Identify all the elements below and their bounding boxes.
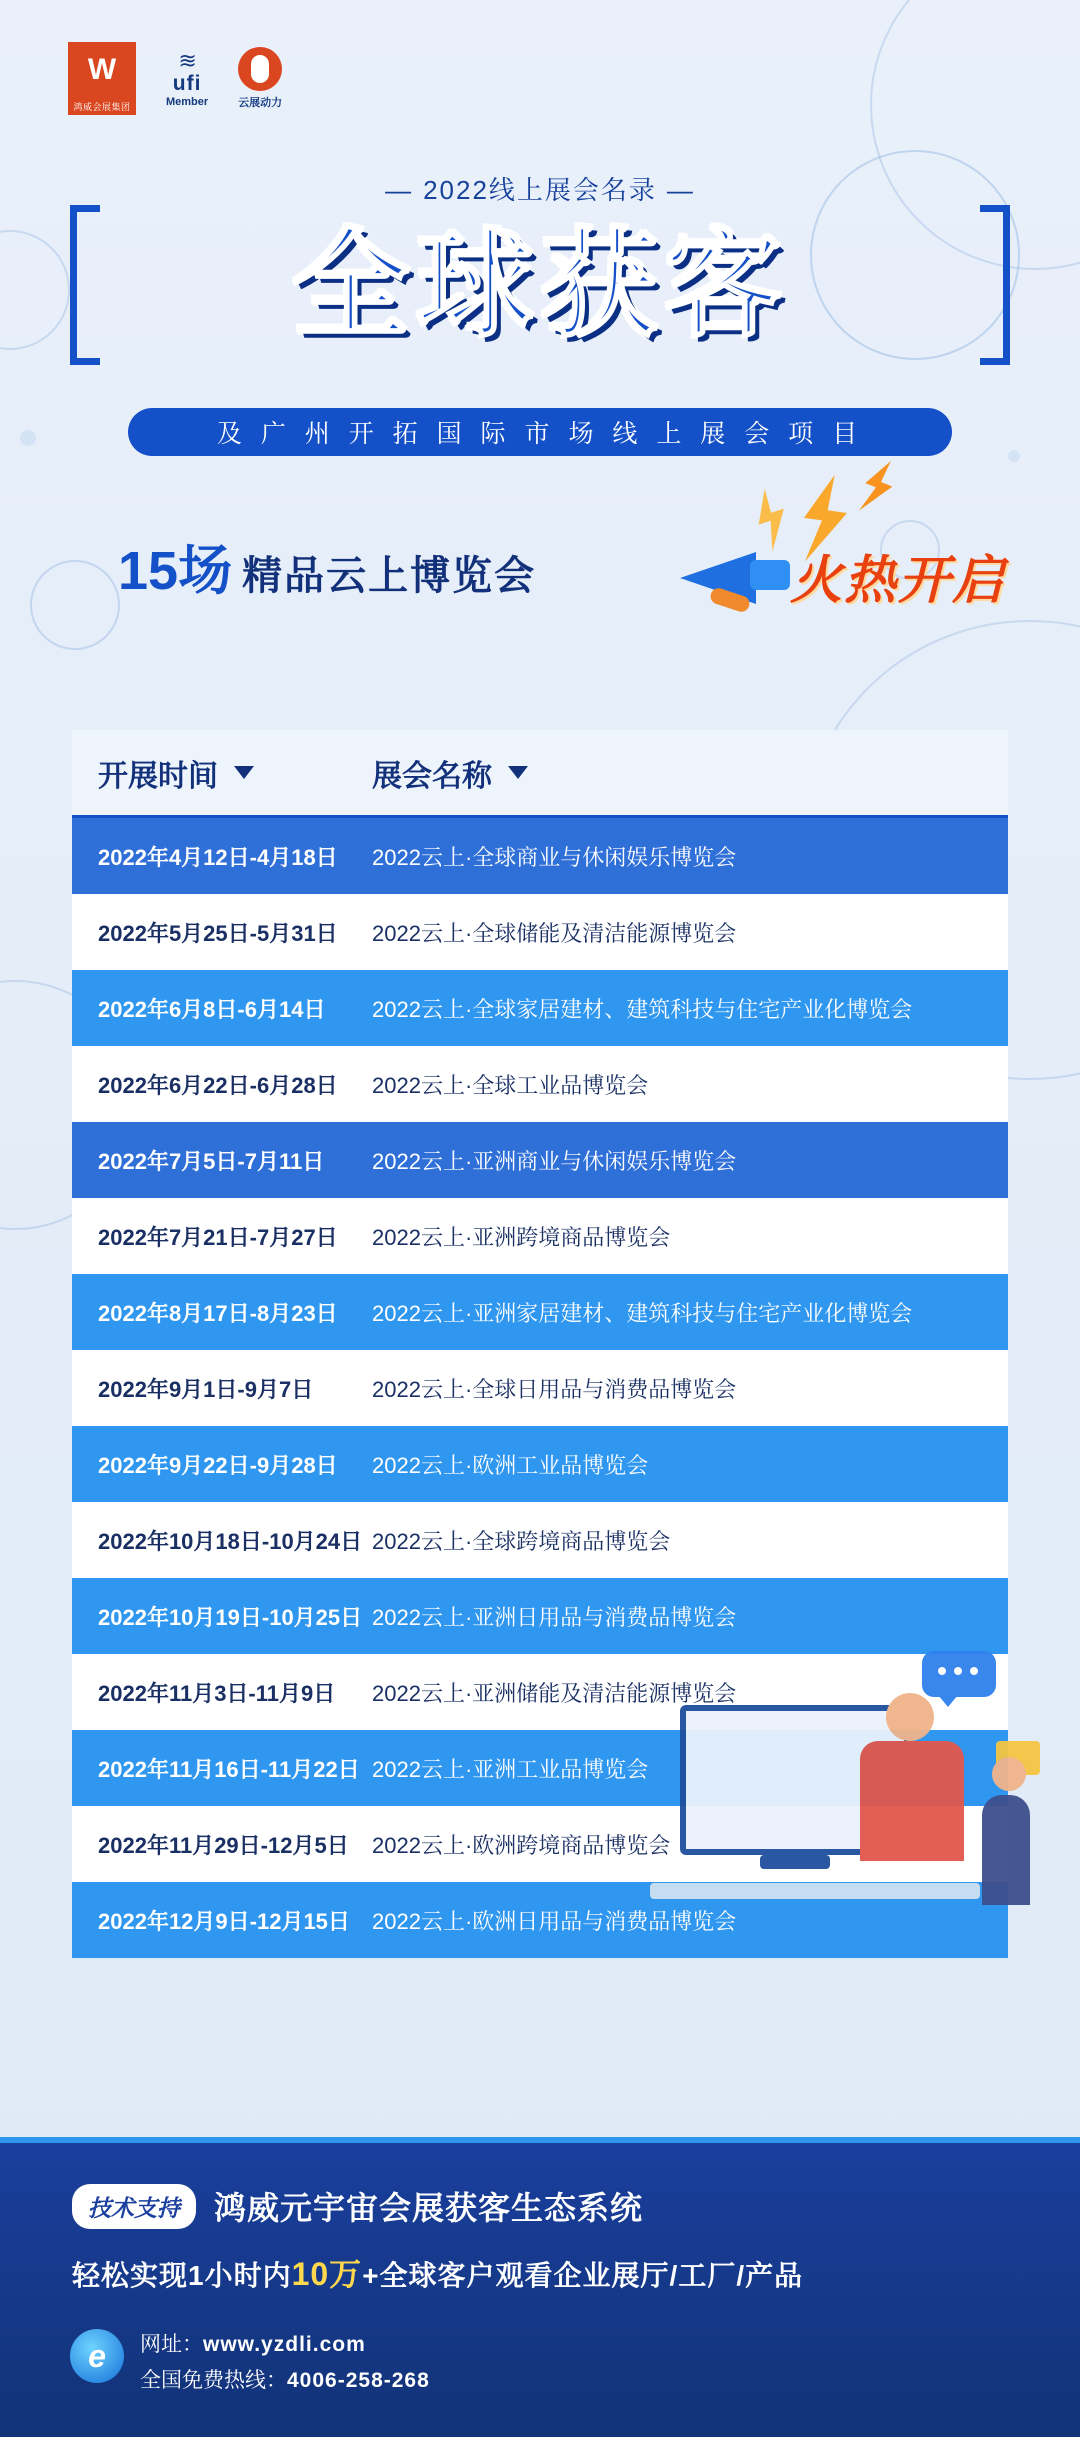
table-row[interactable] bbox=[72, 1730, 1008, 1806]
eyebrow-text: 2022线上展会名录 bbox=[423, 175, 657, 205]
website-label: 网址： bbox=[140, 2333, 203, 2356]
yunzhan-logo bbox=[238, 47, 282, 110]
count-number: 15场 bbox=[118, 541, 233, 601]
table-row[interactable] bbox=[72, 1654, 1008, 1730]
row-name: 2022云上·欧洲日用品与消费品博览会 bbox=[372, 1908, 737, 1934]
count-text: 精品云上博览会 bbox=[242, 554, 537, 598]
row-date: 2022年6月22日-6月28日 bbox=[98, 1072, 338, 1098]
row-name: 2022云上·欧洲工业品博览会 bbox=[372, 1452, 649, 1478]
ufi-name: ufi bbox=[172, 71, 202, 95]
column-header-date-label: 开展时间 bbox=[98, 759, 218, 793]
exhibition-table bbox=[72, 730, 1008, 1958]
claim-highlight: 10万 bbox=[291, 2256, 363, 2292]
hotline-row[interactable] bbox=[140, 2363, 430, 2399]
row-name: 2022云上·全球商业与休闲娱乐博览会 bbox=[372, 844, 737, 870]
title-block bbox=[70, 205, 1010, 365]
table-row[interactable] bbox=[72, 1274, 1008, 1350]
decor-circle bbox=[0, 230, 70, 350]
hotline-label: 全国免费热线： bbox=[140, 2369, 287, 2392]
row-date: 2022年11月16日-11月22日 bbox=[98, 1756, 360, 1782]
table-row[interactable] bbox=[72, 1806, 1008, 1882]
hongwei-caption: 鸿威会展集团 bbox=[68, 98, 136, 115]
page-title: 全球获客 bbox=[291, 220, 788, 352]
eyebrow-line bbox=[0, 170, 1080, 207]
website-row[interactable] bbox=[140, 2327, 430, 2363]
yunzhan-label: 云展动力 bbox=[238, 97, 283, 109]
row-name: 2022云上·亚洲家居建材、建筑科技与住宅产业化博览会 bbox=[372, 1300, 913, 1326]
row-name: 2022云上·全球工业品博览会 bbox=[372, 1072, 649, 1098]
row-name: 2022云上·亚洲跨境商品博览会 bbox=[372, 1224, 671, 1250]
column-header-name[interactable] bbox=[372, 751, 1008, 795]
decor-dot bbox=[1008, 450, 1020, 462]
row-date: 2022年9月1日-9月7日 bbox=[98, 1376, 314, 1402]
table-row[interactable] bbox=[72, 1502, 1008, 1578]
support-text: 鸿威元宇宙会展获客生态系统 bbox=[214, 2190, 644, 2226]
row-date: 2022年11月3日-11月9日 bbox=[98, 1680, 336, 1706]
ufi-member-label: Member bbox=[166, 95, 209, 108]
row-name: 2022云上·亚洲商业与休闲娱乐博览会 bbox=[372, 1148, 737, 1174]
hot-text: 火热开启 bbox=[790, 552, 1007, 610]
contact-block bbox=[140, 2327, 430, 2399]
claim-post: +全球客户观看企业展厅/工厂/产品 bbox=[362, 2260, 804, 2291]
table-row[interactable] bbox=[72, 1198, 1008, 1274]
hot-badge bbox=[670, 480, 1030, 640]
claim-line bbox=[72, 2249, 803, 2295]
table-row[interactable] bbox=[72, 1882, 1008, 1958]
table-row[interactable] bbox=[72, 1578, 1008, 1654]
dash-left: — bbox=[385, 175, 414, 205]
row-date: 2022年9月22日-9月28日 bbox=[98, 1452, 338, 1478]
table-row[interactable] bbox=[72, 970, 1008, 1046]
row-date: 2022年6月8日-6月14日 bbox=[98, 996, 326, 1022]
row-date: 2022年12月9日-12月15日 bbox=[98, 1908, 350, 1934]
footer bbox=[0, 2137, 1080, 2437]
row-date: 2022年10月18日-10月24日 bbox=[98, 1528, 363, 1554]
table-row[interactable] bbox=[72, 1350, 1008, 1426]
row-date: 2022年11月29日-12月5日 bbox=[98, 1832, 349, 1858]
chevron-down-icon[interactable] bbox=[234, 766, 254, 779]
row-date: 2022年8月17日-8月23日 bbox=[98, 1300, 338, 1326]
table-row[interactable] bbox=[72, 1046, 1008, 1122]
row-name: 2022云上·欧洲跨境商品博览会 bbox=[372, 1832, 671, 1858]
website-value: www.yzdli.com bbox=[203, 2333, 366, 2356]
column-header-date[interactable] bbox=[72, 751, 372, 795]
decor-dot bbox=[20, 430, 36, 446]
browser-e-icon: e bbox=[70, 2329, 124, 2383]
lightning-icon bbox=[847, 452, 910, 522]
row-date: 2022年4月12日-4月18日 bbox=[98, 844, 338, 870]
footer-divider bbox=[0, 2137, 1080, 2143]
table-row[interactable] bbox=[72, 1122, 1008, 1198]
row-date: 2022年7月21日-7月27日 bbox=[98, 1224, 338, 1250]
count-line bbox=[118, 528, 536, 605]
support-badge: 技术支持 bbox=[72, 2184, 196, 2229]
megaphone-icon bbox=[680, 540, 800, 610]
column-header-name-label: 展会名称 bbox=[372, 759, 492, 793]
table-row[interactable] bbox=[72, 894, 1008, 970]
ufi-logo bbox=[166, 47, 209, 108]
table-row[interactable] bbox=[72, 818, 1008, 894]
claim-pre: 轻松实现1小时内 bbox=[72, 2260, 292, 2291]
ufi-swoosh-icon: ≋ bbox=[178, 47, 196, 73]
row-name: 2022云上·全球家居建材、建筑科技与住宅产业化博览会 bbox=[372, 996, 913, 1022]
row-name: 2022云上·全球储能及清洁能源博览会 bbox=[372, 920, 737, 946]
row-date: 2022年7月5日-7月11日 bbox=[98, 1148, 325, 1174]
yunzhan-mark-icon bbox=[238, 47, 282, 91]
table-row[interactable] bbox=[72, 1426, 1008, 1502]
megaphone-body bbox=[750, 560, 790, 590]
support-line bbox=[72, 2183, 643, 2229]
hongwei-mark: W bbox=[68, 42, 136, 98]
row-name: 2022云上·亚洲日用品与消费品博览会 bbox=[372, 1604, 737, 1630]
row-name: 2022云上·全球跨境商品博览会 bbox=[372, 1528, 671, 1554]
logo-row bbox=[68, 42, 282, 115]
row-name: 2022云上·亚洲储能及清洁能源博览会 bbox=[372, 1680, 737, 1706]
decor-circle bbox=[30, 560, 120, 650]
row-date: 2022年10月19日-10月25日 bbox=[98, 1604, 363, 1630]
row-name: 2022云上·全球日用品与消费品博览会 bbox=[372, 1376, 737, 1402]
row-name: 2022云上·亚洲工业品博览会 bbox=[372, 1756, 649, 1782]
table-header bbox=[72, 730, 1008, 818]
chevron-down-icon[interactable] bbox=[508, 766, 528, 779]
row-date: 2022年5月25日-5月31日 bbox=[98, 920, 338, 946]
subtitle-band: 及 广 州 开 拓 国 际 市 场 线 上 展 会 项 目 bbox=[128, 408, 952, 456]
hotline-value: 4006-258-268 bbox=[287, 2369, 430, 2392]
dash-right: — bbox=[666, 175, 695, 205]
hongwei-logo bbox=[68, 42, 136, 115]
